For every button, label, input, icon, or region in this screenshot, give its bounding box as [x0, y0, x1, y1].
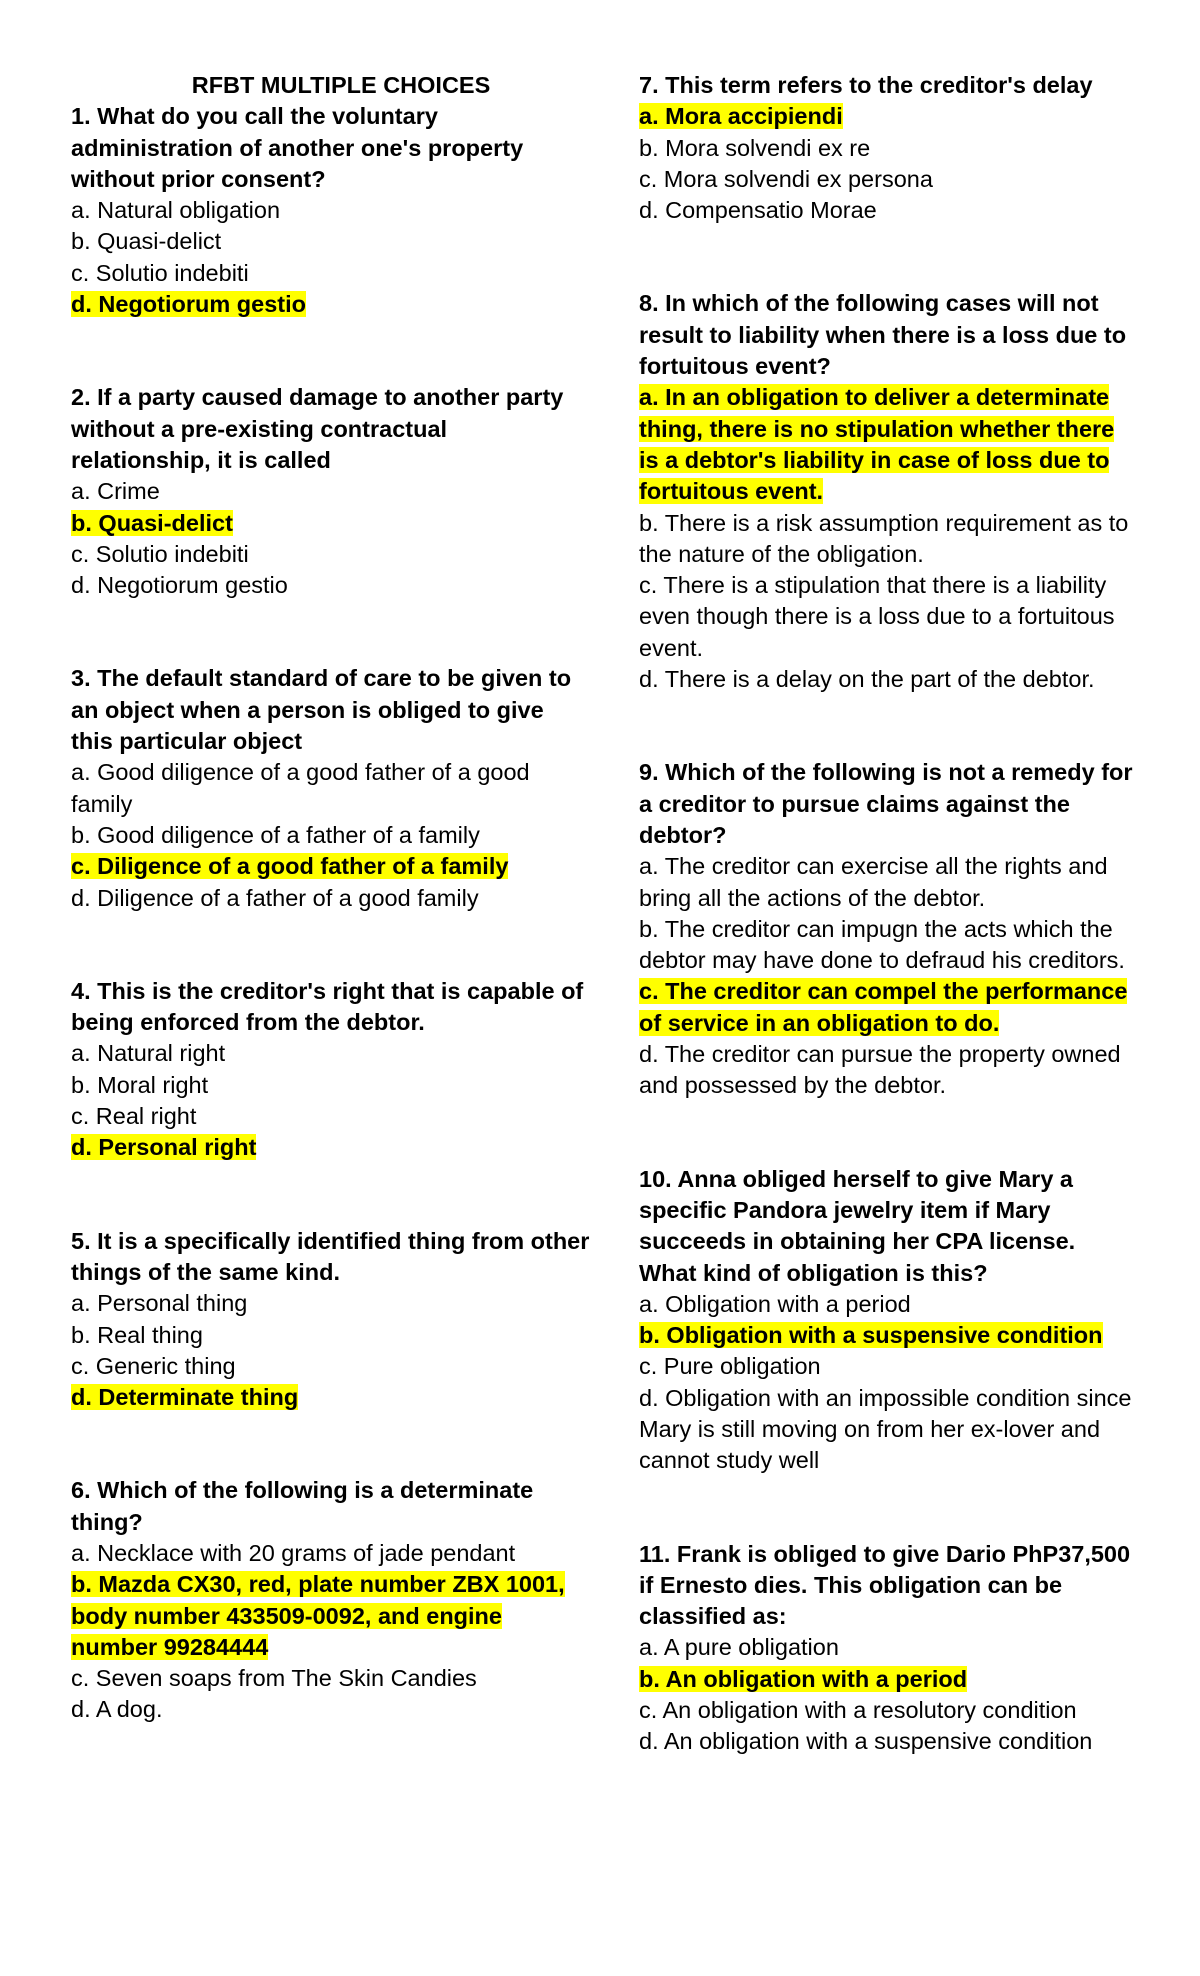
option-a: a. A pure obligation	[639, 1634, 839, 1661]
option-a: a. The creditor can exercise all the rights and bring all the actions of the debtor.	[639, 853, 1108, 911]
question-text: 3. The default standard of care to be given to an object when a person is obliged to give this particular object	[71, 665, 572, 755]
question-text: 5. It is a specifically identified thing from other things of the same kind.	[71, 1227, 590, 1285]
answer-highlight: b. Mazda CX30, red, plate number ZBX 1001, body number 433509-0092, and engine number 99284444	[71, 1571, 565, 1660]
question-text: 6. Which of the following is a determinate thing?	[71, 1477, 534, 1535]
question-1	[71, 101, 591, 320]
answer-highlight: b. Obligation with a suspensive condition	[639, 1322, 1103, 1349]
option-c: c. Solutio indebiti	[71, 540, 249, 567]
option-d: d. A dog.	[71, 1696, 163, 1723]
option-b: b. There is a risk assumption requirement as to the nature of the obligation.	[639, 509, 1129, 567]
left-column	[71, 70, 591, 1726]
option-c: c. Pure obligation	[639, 1353, 821, 1380]
option-a: a. Personal thing	[71, 1290, 248, 1317]
option-d: d. There is a delay on the part of the debtor.	[639, 666, 1095, 693]
option-c: c. Seven soaps from The Skin Candies	[71, 1665, 477, 1692]
question-text: 7. This term refers to the creditor's delay	[639, 72, 1093, 98]
question-text: 8. In which of the following cases will not result to liability when there is a loss due to fortuitous event?	[639, 290, 1127, 380]
option-a: a. Obligation with a period	[639, 1290, 911, 1317]
option-d: d. An obligation with a suspensive condition	[639, 1728, 1093, 1755]
question-10	[639, 1164, 1139, 1477]
option-b-correct-answer	[639, 1664, 1139, 1695]
question-2	[71, 382, 591, 601]
question-5	[71, 1226, 591, 1414]
answer-highlight: b. An obligation with a period	[639, 1665, 968, 1692]
option-c: c. Real right	[71, 1103, 197, 1130]
option-b: b. The creditor can impugn the acts which the debtor may have done to defraud his creditors.	[639, 915, 1125, 974]
question-11	[639, 1539, 1139, 1758]
option-b: b. Moral right	[71, 1071, 209, 1098]
option-d: d. Diligence of a father of a good family	[71, 884, 479, 911]
option-c-correct-answer	[639, 976, 1139, 1039]
option-d: d. Obligation with an impossible condition since Mary is still moving on from her ex-lover and cannot study well	[639, 1384, 1132, 1474]
answer-highlight: d. Personal right	[71, 1134, 257, 1161]
question-text: 4. This is the creditor's right that is capable of being enforced from the debtor.	[71, 977, 584, 1036]
option-d-correct-answer	[71, 289, 591, 320]
question-8	[639, 288, 1139, 695]
option-a-correct-answer	[639, 382, 1139, 507]
answer-highlight: b. Quasi-delict	[71, 509, 233, 536]
answer-highlight: d. Negotiorum gestio	[71, 291, 306, 318]
option-a: a. Natural obligation	[71, 197, 281, 224]
option-a: a. Good diligence of a good father of a good family	[71, 759, 530, 817]
question-9	[639, 757, 1139, 1101]
option-d: d. The creditor can pursue the property owned and possessed by the debtor.	[639, 1041, 1121, 1099]
question-text: 11. Frank is obliged to give Dario PhP37,500 if Ernesto dies. This obligation can be classified as:	[639, 1540, 1131, 1630]
question-text: 2. If a party caused damage to another party without a pre-existing contractual relationship, it is called	[71, 384, 564, 473]
option-c: c. Generic thing	[71, 1352, 236, 1379]
question-7	[639, 70, 1139, 226]
question-4	[71, 976, 591, 1164]
option-b: b. Mora solvendi ex re	[639, 134, 871, 161]
option-a: a. Necklace with 20 grams of jade pendant	[71, 1539, 516, 1566]
option-d-correct-answer	[71, 1132, 591, 1163]
question-text: 10. Anna obliged herself to give Mary a specific Pandora jewelry item if Mary succeeds in obtaining her CPA license. What kind of obligation is this?	[639, 1165, 1076, 1286]
option-b-correct-answer	[639, 1320, 1139, 1351]
option-c: c. Mora solvendi ex persona	[639, 165, 933, 192]
option-c: c. There is a stipulation that there is a liability even though there is a loss due to a fortuitous event.	[639, 572, 1115, 661]
option-a-correct-answer	[639, 101, 1139, 132]
question-text: 9. Which of the following is not a remedy for a creditor to pursue claims against the debtor?	[639, 759, 1133, 848]
question-3	[71, 663, 591, 913]
option-d-correct-answer	[71, 1382, 591, 1413]
option-b-correct-answer	[71, 1569, 591, 1663]
answer-highlight: d. Determinate thing	[71, 1384, 299, 1411]
option-d: d. Compensatio Morae	[639, 197, 877, 224]
option-c: c. An obligation with a resolutory condition	[639, 1697, 1077, 1724]
right-column	[639, 70, 1139, 1758]
option-b: b. Quasi-delict	[71, 228, 222, 255]
question-text: 1. What do you call the voluntary administration of another one's property without prior consent?	[71, 103, 524, 192]
option-d: d. Negotiorum gestio	[71, 572, 288, 599]
option-a: a. Natural right	[71, 1040, 226, 1067]
page-title: RFBT MULTIPLE CHOICES	[191, 72, 491, 98]
option-c: c. Solutio indebiti	[71, 259, 249, 286]
answer-highlight: c. Diligence of a good father of a family	[71, 853, 509, 880]
answer-highlight: a. Mora accipiendi	[639, 103, 843, 130]
answer-highlight: a. In an obligation to deliver a determinate thing, there is no stipulation whether there is a debtor's liability in case of loss due to fortuitous event.	[639, 384, 1115, 505]
option-a: a. Crime	[71, 478, 160, 505]
option-b-correct-answer	[71, 508, 591, 539]
question-6	[71, 1475, 591, 1725]
option-b: b. Real thing	[71, 1321, 203, 1348]
option-c-correct-answer	[71, 851, 591, 882]
option-b: b. Good diligence of a father of a family	[71, 821, 480, 848]
answer-highlight: c. The creditor can compel the performance of service in an obligation to do.	[639, 978, 1128, 1036]
